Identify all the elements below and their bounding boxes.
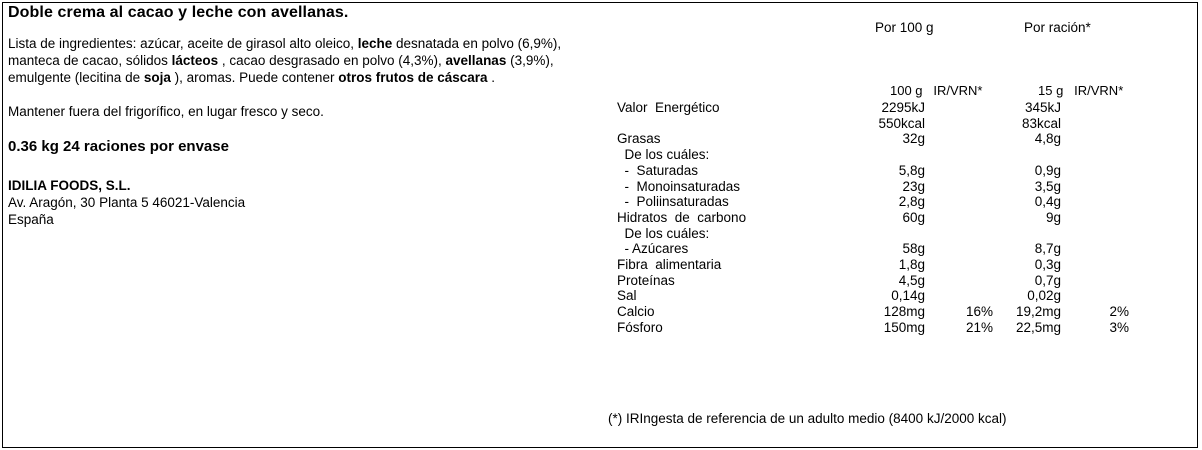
company-country: España [8,212,54,227]
nutrient-name: - Azúcares [617,241,689,257]
value-per-portion: 4,8g [1034,131,1061,147]
nutrient-name: Fibra alimentaria [617,257,722,272]
value-per-100g: 4,5g [898,272,925,288]
ingredient-allergen: otros frutos de cáscara [338,70,488,85]
value-per-portion: 0,9g [1034,162,1061,178]
ingredient-allergen: lácteos [171,53,219,68]
ri-per-portion: 2% [1109,304,1129,320]
nutrition-row [3,241,1199,257]
nutrition-row [3,116,1199,132]
net-weight-servings: 0.36 kg 24 raciones por envase [8,138,229,155]
value-per-portion: 9g [1045,209,1061,225]
ingredient-text: , cacao desgrasado en polvo (4,3%), [218,53,446,68]
value-per-100g: 5,8g [898,162,925,178]
nutrition-row [3,194,1199,210]
value-per-100g: 0,14g [891,288,925,304]
ingredient-text: . [487,70,496,85]
value-per-100g: 32g [902,131,925,147]
nutrient-name: Grasas [617,131,661,147]
nutrition-row [3,257,1199,273]
value-per-100g: 1,8g [898,257,925,272]
ri-per-portion: 3% [1109,319,1129,335]
nutrient-name: Hidratos de carbono [617,209,747,225]
nutrient-name: De los cuáles: [617,147,710,163]
value-per-portion: 0,7g [1034,272,1061,288]
ingredient-text: (3,9%), emulgente (lecitina de [8,53,554,85]
nutrient-name: Valor Energético [617,100,720,115]
nutrient-name: De los cuáles: [617,225,710,241]
value-per-100g: 128mg [883,304,925,320]
value-per-portion: 0,3g [1034,257,1061,272]
value-per-portion: 22,5mg [1015,319,1061,335]
nutrition-row [3,131,1199,147]
value-per-100g: 23g [902,178,925,194]
nutrition-row [3,226,1199,242]
value-per-100g: 550kcal [878,115,925,131]
ingredient-allergen: soja [143,70,171,85]
header-per-100g: Por 100 g [875,20,934,35]
nutrient-name: Proteínas [617,272,675,288]
nutrition-row [3,304,1199,320]
value-per-portion: 19,2mg [1015,304,1061,320]
nutrient-name: Fósforo [617,319,663,335]
value-per-portion: 0,4g [1034,194,1061,210]
ri-per-100g: 16% [965,304,993,320]
subheader-per-portion: 15 g IR/VRN* [1038,83,1124,98]
value-per-100g: 58g [902,241,925,257]
nutrition-row [3,147,1199,163]
nutrition-row [3,273,1199,289]
product-title: Doble crema al cacao y leche con avellanas. [8,4,349,21]
value-per-100g: 2295kJ [881,100,925,115]
nutrition-row [3,163,1199,179]
value-per-100g: 2,8g [898,194,925,210]
ingredient-allergen: avellanas [445,53,507,68]
header-per-portion: Por ración* [1024,20,1091,35]
product-label [2,2,1198,448]
value-per-100g: 150mg [883,319,925,335]
value-per-portion: 345kJ [1024,100,1061,115]
ingredient-allergen: leche [357,36,393,51]
value-per-100g: 60g [902,209,925,225]
ingredient-text: Lista de ingredientes: azúcar, aceite de girasol alto oleico, [8,36,358,51]
value-per-portion: 83kcal [1021,115,1061,131]
ingredients-list [8,35,598,86]
company-address: Av. Aragón, 30 Planta 5 46021-Valencia [8,195,246,210]
nutrition-row [3,179,1199,195]
nutrition-row [3,210,1199,226]
nutrient-name: Calcio [617,304,655,320]
nutrition-row [3,100,1199,116]
ingredient-text: ), aromas. Puede contener [170,70,339,85]
value-per-portion: 8,7g [1034,241,1061,257]
value-per-portion: 3,5g [1034,178,1061,194]
storage-instructions: Mantener fuera del frigorífico, en lugar fresco y seco. [8,104,324,119]
subheader-per-100g: 100 g IR/VRN* [890,83,983,98]
footnote: (*) IRIngesta de referencia de un adulto medio (8400 kJ/2000 kcal) [608,411,1007,426]
ri-per-100g: 21% [965,319,993,335]
nutrient-name: Sal [617,288,637,304]
nutrition-row [3,320,1199,336]
nutrition-row [3,288,1199,304]
company-name: IDILIA FOODS, S.L. [8,178,131,193]
nutrient-name: - Poliinsaturadas [617,194,729,210]
ingredient-text: desnatada en polvo (6,9%), manteca de cacao, sólidos [8,36,562,68]
nutrient-name: - Monoinsaturadas [617,178,741,194]
nutrient-name: - Saturadas [617,162,699,178]
value-per-portion: 0,02g [1027,288,1061,304]
